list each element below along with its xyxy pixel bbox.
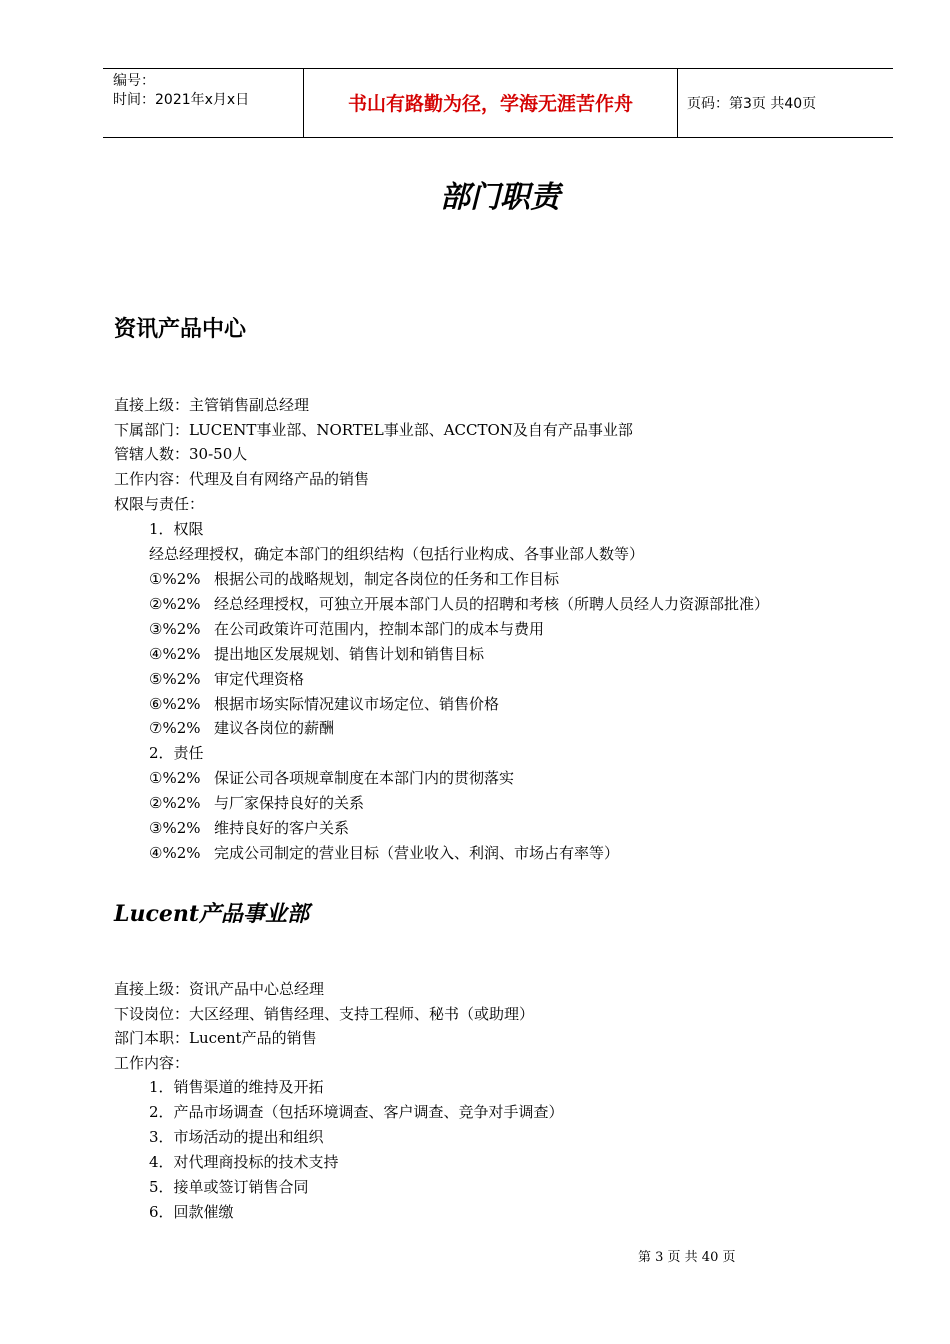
item-number: ④%2% [149, 645, 201, 663]
list-item [149, 718, 334, 738]
text-line: 直接上级：主管销售副总经理 [114, 396, 310, 414]
item-number: ③%2% [149, 620, 201, 638]
list-item [149, 594, 769, 614]
list-item: 6．回款催缴 [149, 1203, 234, 1221]
list-item: 4．对代理商投标的技术支持 [149, 1153, 339, 1171]
item-number: ②%2% [149, 595, 201, 613]
text-line: 下属部门：LUCENT事业部、NORTEL事业部、ACCTON及自有产品事业部 [114, 421, 633, 439]
item-text: 维持良好的客户关系 [214, 819, 350, 837]
subsection-title: 1．权限 [149, 520, 204, 538]
item-number: ①%2% [149, 769, 201, 787]
list-item [149, 768, 514, 788]
text-line: 经总经理授权，确定本部门的组织结构（包括行业构成、各事业部人数等） [149, 545, 645, 563]
item-text: 完成公司制定的营业目标（营业收入、利润、市场占有率等） [214, 844, 620, 862]
section-heading: 资讯产品中心 [114, 317, 247, 342]
item-text: 根据市场实际情况建议市场定位、销售价格 [214, 695, 500, 713]
text-line: 工作内容：代理及自有网络产品的销售 [114, 470, 370, 488]
header-page-number: 页码：第3页 共40页 [687, 96, 817, 112]
document-title: 部门职责 [440, 180, 560, 215]
list-item: 3．市场活动的提出和组织 [149, 1128, 324, 1146]
item-number: ⑥%2% [149, 695, 201, 713]
text-line: 管辖人数：30-50人 [114, 445, 248, 463]
item-text: 与厂家保持良好的关系 [214, 794, 365, 812]
list-item [149, 669, 304, 689]
text-line: 直接上级：资讯产品中心总经理 [114, 980, 325, 998]
page-footer: 第 3 页 共 40 页 [638, 1250, 736, 1265]
page-header [103, 68, 893, 138]
header-divider [677, 69, 678, 137]
item-text: 提出地区发展规划、销售计划和销售目标 [214, 645, 485, 663]
time-label: 时间：2021年x月x日 [113, 92, 250, 108]
list-item [149, 694, 499, 714]
header-motto: 书山有路勤为径，学海无涯苦作舟 [347, 93, 633, 115]
header-meta [113, 72, 303, 110]
text-line: 部门本职：Lucent产品的销售 [114, 1029, 317, 1047]
list-item [149, 569, 559, 589]
list-item [149, 818, 349, 838]
text-line: 工作内容： [114, 1054, 190, 1072]
subsection-title: 2．责任 [149, 744, 204, 762]
item-number: ③%2% [149, 819, 201, 837]
section-heading: Lucent产品事业部 [114, 901, 310, 927]
code-label: 编号： [113, 73, 155, 89]
text-line: 下设岗位：大区经理、销售经理、支持工程师、秘书（或助理） [114, 1005, 535, 1023]
item-text: 经总经理授权，可独立开展本部门人员的招聘和考核（所聘人员经人力资源部批准） [214, 595, 770, 613]
item-text: 建议各岗位的薪酬 [214, 719, 335, 737]
list-item [149, 843, 619, 863]
item-number: ②%2% [149, 794, 201, 812]
list-item: 1．销售渠道的维持及开拓 [149, 1078, 324, 1096]
item-text: 根据公司的战略规划，制定各岗位的任务和工作目标 [214, 570, 560, 588]
list-item [149, 644, 484, 664]
list-item: 2．产品市场调查（包括环境调查、客户调查、竞争对手调查） [149, 1103, 564, 1121]
item-number: ④%2% [149, 844, 201, 862]
item-text: 在公司政策许可范围内，控制本部门的成本与费用 [214, 620, 545, 638]
list-item [149, 619, 544, 639]
item-number: ⑤%2% [149, 670, 201, 688]
item-text: 保证公司各项规章制度在本部门内的贯彻落实 [214, 769, 515, 787]
item-text: 审定代理资格 [214, 670, 305, 688]
item-number: ⑦%2% [149, 719, 201, 737]
list-item: 5．接单或签订销售合同 [149, 1178, 309, 1196]
item-number: ①%2% [149, 570, 201, 588]
list-item [149, 793, 364, 813]
text-line: 权限与责任： [114, 495, 205, 513]
